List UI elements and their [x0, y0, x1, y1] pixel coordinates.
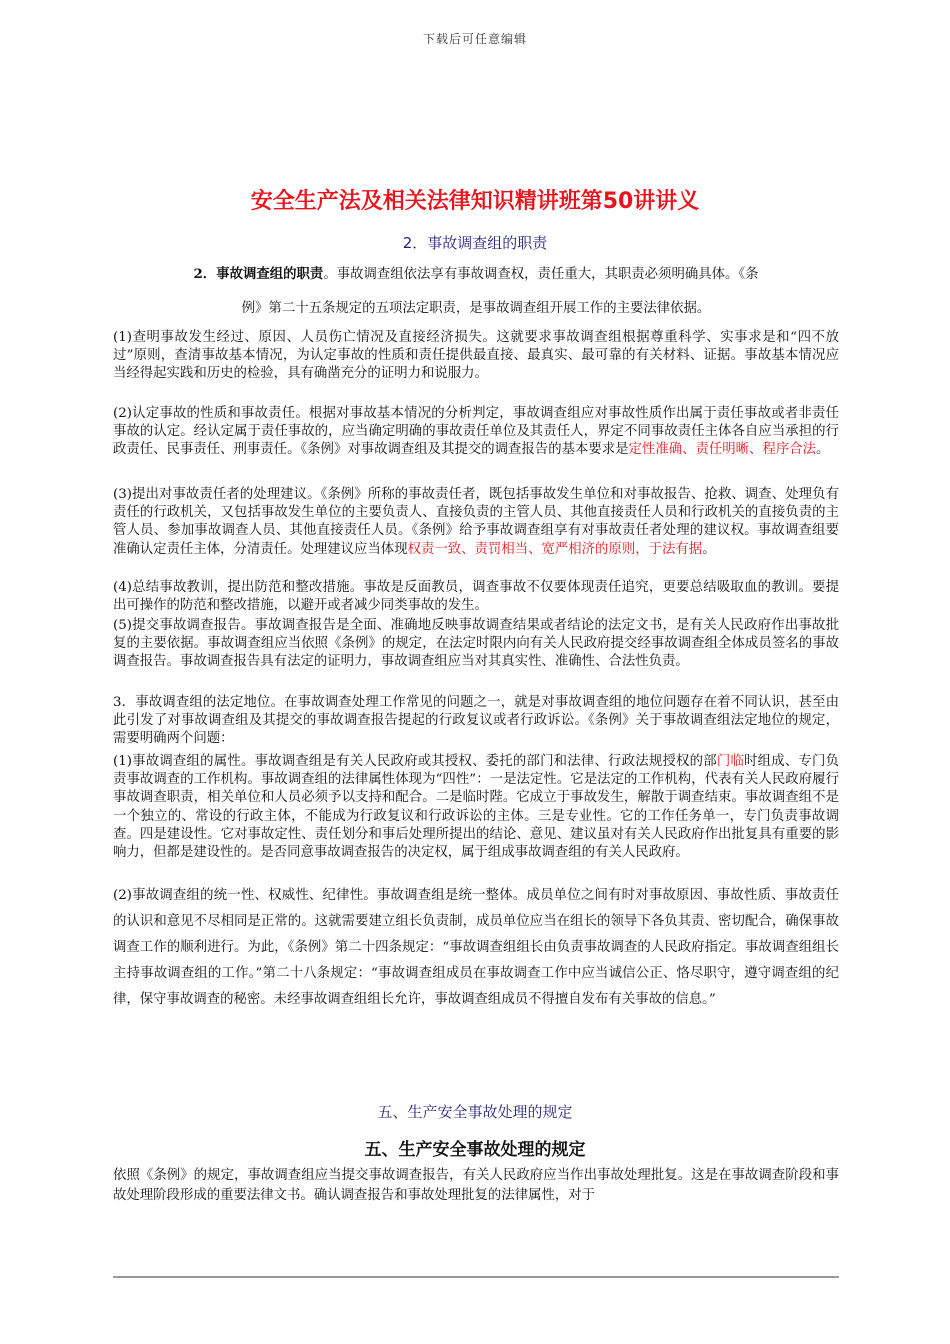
duty-item-2	[113, 405, 839, 460]
header-note: 下载后可任意编辑	[422, 32, 527, 46]
duty-item-3-highlight: 权责一致、责罚相当、宽严相济的原则，于法有据	[407, 541, 703, 557]
section5-heading-big: 五、生产安全事故处理的规定	[364, 1140, 586, 1160]
duty-item-2-text: (2)认定事故的性质和事故责任。根据对事故基本情况的分析判定，事故调查组应对事故性质作出属于责任事故或者非责任事故的认定。经认定属于责任事故的，应当确定明确的事故责任单位及其责任人，界定不同事故责任主体各自应当承担的行政责任、民事责任、刑事责任。《条例》对事故调查组及其提交的调查报告的基本要求是	[113, 406, 839, 458]
legal-status-item-1-rest: 时组成、专门负责事故调查的工作机构。事故调查组的法律属性体现为“四性”：一是法定性。它是法定的工作机构，代表有关人民政府履行事故调查职责，相关单位和人员必须予以支持和配合。二是临时陛。它成立于事故发生，解散于调查结束。事故调查组不是一个独立的、常设的行政主体，不能成为行政复议和行政诉讼的主体。三是专业性。它的工作任务单一，专门负责事故调查。四是建设性。它对事故定性、责任划分和事后处理所提出的结论、意见、建议虽对有关人民政府作出批复具有重要的影响力，但都是建设性的。是否同意事故调查报告的决定权，属于组成事故调查组的有关人民政府。	[113, 754, 840, 861]
lead-bold: 2．事故调查组的职责	[193, 266, 324, 282]
duty-item-2-highlight: 定性准确、责任明晰、程序合法	[628, 442, 817, 458]
legal-status-item-2: (2)事故调查组的统一性、权威性、纪律性。事故调查组是统一整体。成员单位之间有时对事故原因、事故性质、事故责任的认识和意见不尽相同是正常的。这就需要建立组长负责制，成员单位应当在组长的领导下各负其责、密切配合，确保事故调查工作的顺利进行。为此，《条例》第二十四条规定：“事故调查组组长由负责事故调查的人民政府指定。事故调查组组长主持事故调查组的工作。”第二十八条规定：“事故调查组成员在事故调查工作中应当诚信公正、恪尽职守，遵守调查组的纪律，保守事故调查的秘密。未经事故调查组组长允许，事故调查组成员不得擅自发布有关事故的信息。”	[113, 888, 839, 1007]
duty-item-2-end: 。	[816, 442, 830, 458]
duty-item-3-text: (3)提出对事故责任者的处理建议。《条例》所称的事故责任者，既包括事故发生单位和对事故报告、抢救、调查、处理负有责任的行政机关，又包括事故发生单位的主要负责人、直接负责的主管人员、其他直接责任人员和行政机关的直接负责的主管人员、参加事故调查人员、其他直接责任人员。《条例》给予事故调查组享有对事故责任者处理的建议权。事故调查组要准确认定责任主体，分清责任。处理建议应当体现	[113, 487, 839, 557]
section5-paragraph: 依照《条例》的规定，事故调查组应当提交事故调查报告，有关人民政府应当作出事故处理批复。这是在事故调查阶段和事故处理阶段形成的重要法律文书。确认调查报告和事故处理批复的法律属性，对于	[113, 1168, 839, 1203]
duty-item-3	[113, 486, 839, 559]
footer-divider	[113, 1276, 839, 1278]
legal-status-item-1-text: (1)事故调查组的属性。事故调查组是有关人民政府或其授权、委托的部门和法律、行政法规授权的部	[113, 754, 717, 769]
duty-item-1: (1)查明事故发生经过、原因、人员伤亡情况及直接经济损失。这就要求事故调查组根据尊重科学、实事求是和“四不放过”原则，查清事故基本情况，为认定事故的性质和责任提供最直接、最真实、最可靠的有关材料、证据。事故基本情况应当经得起实践和历史的检验，具有确凿充分的证明力和说服力。	[113, 330, 839, 382]
duty-item-3-end: 。	[702, 541, 716, 557]
section5-heading-small: 五、生产安全事故处理的规定	[377, 1103, 573, 1121]
legal-status-item-1	[113, 753, 839, 862]
section-heading: 2．事故调查组的职责	[402, 234, 548, 252]
lead-paragraph	[113, 257, 839, 326]
lead-text-1: 。事故调查组依法享有事故调查权，责任重大，其职责必须明确具体。《条	[323, 267, 759, 282]
duty-item-5: (5)提交事故调查报告。事故调查报告是全面、准确地反映事故调查结果或者结论的法定文书，是有关人民政府作出事故批复的主要依据。事故调查组应当依照《条例》的规定，在法定时限内向有关人民政府提交经事故调查组全体成员签名的事故调查报告。事故调查报告具有法定的证明力，事故调查组应当对其真实性、准确性、合法性负责。	[113, 618, 839, 670]
document-title: 安全生产法及相关法律知识精讲班第50讲讲义	[250, 189, 700, 214]
duty-item-4: (4)总结事故教训，提出防范和整改措施。事故是反面教员，调查事故不仅要体现责任追究，更要总结吸取血的教训。要提出可操作的防范和整改措施，以避开或者减少同类事故的发生。	[113, 580, 839, 614]
legal-status-item-1-highlight: 门临	[716, 754, 745, 769]
lead-text-2: 例》第二十五条规定的五项法定职责，是事故调查组开展工作的主要法律依据。	[241, 301, 711, 316]
legal-status-intro: 3．事故调查组的法定地位。在事故调查处理工作常见的问题之一，就是对事故调查组的地位问题存在着不同认识，甚至由此引发了对事故调查组及其提交的事故调查报告提起的行政复议或者行政诉讼。《条例》关于事故调查组法定地位的规定，需要明确两个问题：	[113, 695, 839, 747]
